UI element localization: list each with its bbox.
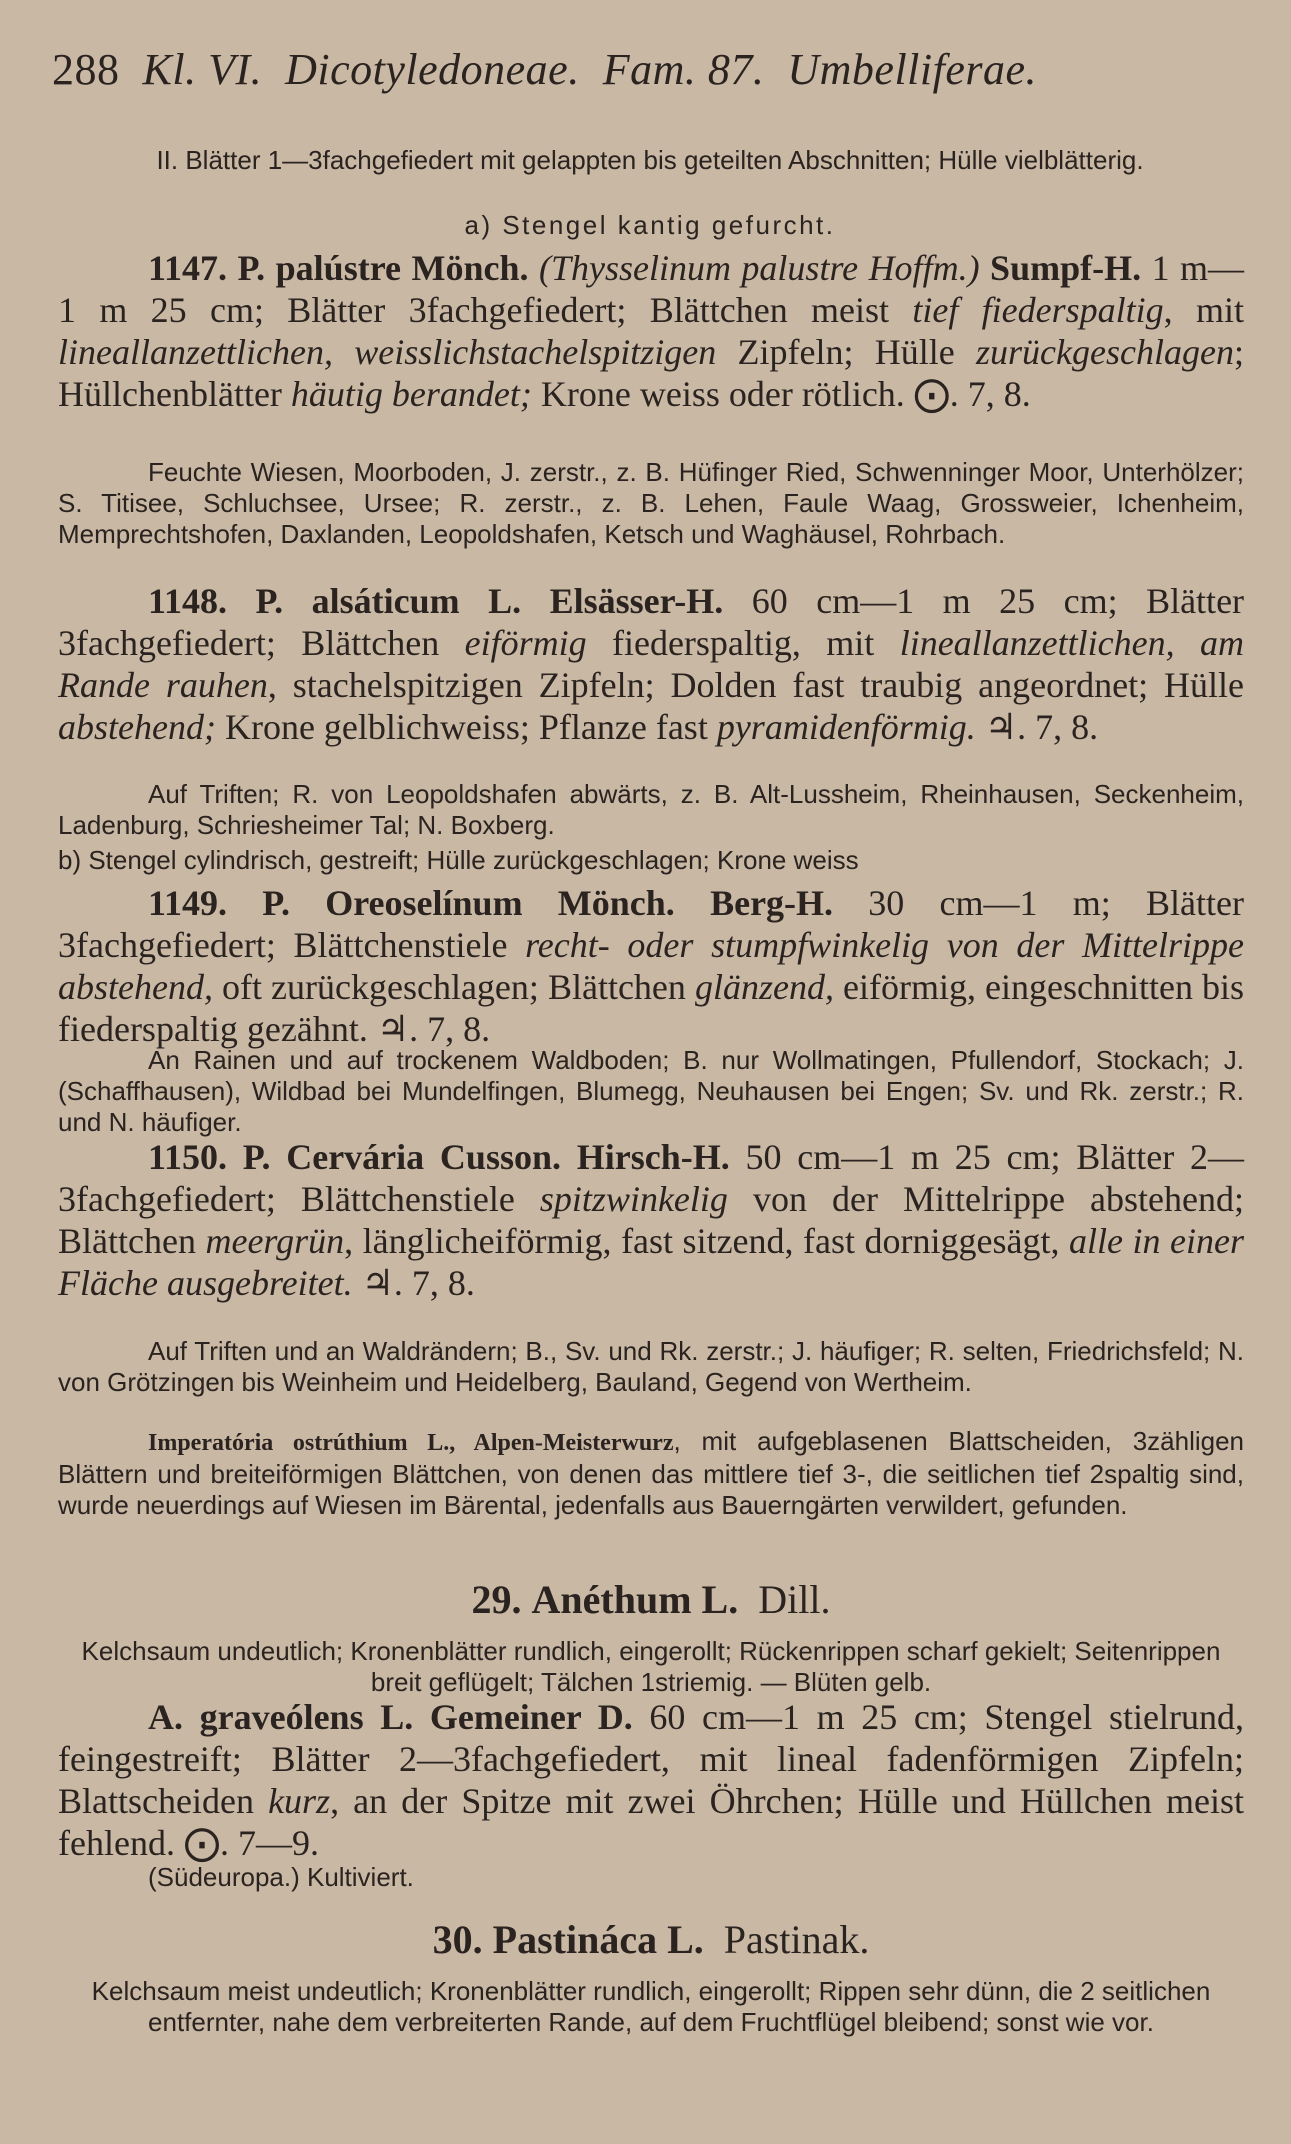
description-italic: spitzwinkelig: [539, 1179, 728, 1219]
locality-text: Auf Triften; R. von Leopoldshafen abwärts, z. B. Alt-Lussheim, Rheinhausen, Seckenheim, Ladenburg, Schriesheimer Tal; N. Boxberg.: [58, 779, 1244, 840]
description-italic: häutig berandet;: [290, 374, 532, 414]
genus-29-heading: [58, 1576, 1244, 1623]
genus-description-text: Kelchsaum meist undeutlich; Kronenblätter rundlich, eingerollt; Rippen sehr dünn, die 2 seitlichen entfernter, nahe dem verbreiterten Rande, auf dem Fruchtflügel bleibend; sonst wie vor.: [91, 1976, 1211, 2037]
description-text: , mit: [1163, 290, 1244, 330]
description-italic: pyramidenförmig.: [716, 707, 976, 747]
description-italic: glänzend,: [694, 967, 834, 1007]
description-text: 1 m—1 m 25 cm; Blätter 3fachgefiedert; Blättchen meist: [58, 248, 1245, 330]
species-name: P. palústre Mönch.: [237, 248, 529, 288]
description-italic: zurückgeschlagen: [976, 332, 1234, 372]
genus-name: Anéthum L.: [531, 1577, 739, 1622]
key-II-text: II. Blätter 1—3fachgefiedert mit gelappten bis geteilten Abschnitten; Hülle vielblätterig.: [156, 145, 1144, 175]
description-text: ♃. 7, 8.: [975, 707, 1099, 747]
key-a: [60, 210, 1240, 241]
genus-vernacular: Pastinak.: [723, 1917, 870, 1962]
locality-1147: [58, 457, 1244, 550]
species-name: P. alsáticum L.: [255, 581, 522, 621]
description-text: eiförmig, eingeschnitten bis fiederspaltig gezähnt. ♃. 7, 8.: [58, 967, 1245, 1049]
header-family-no: Fam. 87.: [602, 45, 765, 94]
species-number: 1148.: [148, 581, 228, 621]
vernacular-name: Elsässer-H.: [549, 581, 724, 621]
description-text: , länglicheiförmig, fast sitzend, fast dorniggesägt,: [344, 1221, 1070, 1261]
genus-number: 29.: [471, 1577, 522, 1622]
locality-1150: [58, 1336, 1244, 1398]
species-1150: [58, 1136, 1244, 1304]
header-klasse: Kl. VI.: [142, 45, 263, 94]
imperatoria-note: [58, 1426, 1244, 1521]
description-text: Zipfeln; Hülle: [716, 332, 977, 372]
locality-text: Feuchte Wiesen, Moorboden, J. zerstr., z. B. Hüfinger Ried, Schwenninger Moor, Unterhölzer; S. Titisee, Schluchsee, Ursee; R. zerstr., z. B. Lehen, Faule Waag, Grossweier, Ichenheim, Memprechtshofen, Daxlanden, Leopoldshafen, Ketsch und Waghäusel, Rohrbach.: [58, 457, 1244, 549]
header-family: Umbelliferae.: [787, 45, 1038, 94]
description-text: 60 cm—1 m 25 cm; Blätter 3fachgefiedert; Blättchen: [58, 581, 1245, 663]
species-name: A. graveólens L.: [148, 1697, 414, 1737]
genus-30-description: [58, 1976, 1244, 2038]
species-number: 1149.: [148, 883, 228, 923]
locality-text: An Rainen und auf trockenem Waldboden; B. nur Wollmatingen, Pfullendorf, Stockach; J. (Schaffhausen), Wildbad bei Mundelfingen, Blumegg, Neuhausen bei Engen; Sv. und Rk. zerstr.; R. und N. häufiger.: [58, 1045, 1244, 1137]
description-italic: lineallanzettlichen, am Rande rauhen: [58, 623, 1245, 705]
genus-29-description: [58, 1636, 1244, 1698]
header-class-name: Dicotyledoneae.: [285, 45, 580, 94]
description-text: 50 cm—1 m 25 cm; Blätter 2—3fachgefiedert; Blättchenstiele: [58, 1137, 1245, 1219]
description-text: von der Mittelrippe abstehend; Blättchen: [58, 1179, 1244, 1261]
running-header: [52, 44, 1252, 95]
genus-30-heading: [58, 1916, 1244, 1963]
key-b-text: b) Stengel cylindrisch, gestreift; Hülle zurückgeschlagen; Krone weiss: [58, 845, 859, 875]
description-italic: abstehend;: [58, 707, 216, 747]
description-text: ; Hüllchenblätter: [58, 332, 1244, 414]
species-1147: [58, 247, 1244, 415]
page-number: 288: [52, 45, 120, 94]
description-text: , stachelspitzigen Zipfeln; Dolden fast traubig angeordnet; Hülle: [267, 665, 1244, 705]
imperatoria-text: , mit aufgeblasenen Blattscheiden, 3zähligen Blättern und breiteiförmigen Blättchen, von denen das mittlere tief 3-, die seitlichen tief 2spaltig sind, wurde neuerdings auf Wiesen im Bärental, jedenfalls aus Bauerngärten verwildert, gefunden.: [58, 1426, 1245, 1520]
description-text: fiederspaltig, mit: [586, 623, 900, 663]
locality-1149: [58, 1045, 1244, 1138]
locality-1148: [58, 779, 1244, 841]
vernacular-name: Sumpf-H.: [990, 248, 1142, 288]
description-italic: meergrün: [205, 1221, 345, 1261]
description-text: Krone weiss oder rötlich. ⨀. 7, 8.: [531, 374, 1031, 414]
key-b: [58, 845, 1258, 876]
species-anethum-graveolens: [58, 1696, 1244, 1864]
locality-text: Auf Triften und an Waldrändern; B., Sv. und Rk. zerstr.; J. häufiger; R. selten, Friedrichsfeld; N. von Grötzingen bis Weinheim und Heidelberg, Bauland, Gegend von Wertheim.: [58, 1336, 1244, 1397]
species-name: P. Cervária Cusson.: [242, 1137, 561, 1177]
genus-description-text: Kelchsaum undeutlich; Kronenblätter rundlich, eingerollt; Rückenrippen scharf gekielt; Seitenrippen breit geflügelt; Tälchen 1striemig. — Blüten gelb.: [81, 1636, 1221, 1697]
description-text: , an der Spitze mit zwei Öhrchen; Hülle und Hüllchen meist fehlend. ⨀. 7—9.: [58, 1781, 1244, 1863]
description-italic: lineallanzettlichen, weisslichstachelspitzigen: [58, 332, 717, 372]
description-italic: kurz: [268, 1781, 331, 1821]
species-name: P. Oreoselínum Mönch.: [262, 883, 675, 923]
key-a-text: a) Stengel kantig gefurcht.: [464, 210, 836, 240]
genus-vernacular: Dill.: [758, 1577, 831, 1622]
description-italic: alle in einer Fläche ausgebreitet.: [58, 1221, 1244, 1303]
key-II: [60, 145, 1240, 176]
description-italic: tief fiederspaltig: [912, 290, 1164, 330]
vernacular-name: Gemeiner D.: [429, 1697, 633, 1737]
genus-number: 30.: [432, 1917, 483, 1962]
description-text: ♃. 7, 8.: [352, 1263, 475, 1303]
imperatoria-name: Imperatória ostrúthium L., Alpen-Meisterwurz: [148, 1430, 674, 1456]
description-text: Krone gelblichweiss; Pflanze fast: [215, 707, 717, 747]
locality-text: (Südeuropa.) Kultiviert.: [148, 1862, 414, 1892]
vernacular-name: Hirsch-H.: [576, 1137, 730, 1177]
description-italic: recht- oder stumpfwinkelig von der Mittelrippe abstehend,: [58, 925, 1244, 1007]
species-synonym: (Thysselinum palustre Hoffm.): [538, 248, 980, 288]
description-text: oft zurückgeschlagen; Blättchen: [212, 967, 695, 1007]
description-text: 30 cm—1 m; Blätter 3fachgefiedert; Blättchenstiele: [58, 883, 1245, 965]
vernacular-name: Berg-H.: [710, 883, 834, 923]
species-number: 1147.: [148, 248, 228, 288]
species-1149: [58, 882, 1244, 1050]
locality-anethum: [148, 1862, 1248, 1893]
species-number: 1150.: [148, 1137, 228, 1177]
description-italic: eiförmig: [464, 623, 587, 663]
description-text: 60 cm—1 m 25 cm; Stengel stielrund, feingestreift; Blätter 2—3fachgefiedert, mit lineal fadenförmigen Zipfeln; Blattscheiden: [58, 1697, 1245, 1821]
species-1148: [58, 580, 1244, 748]
genus-name: Pastináca L.: [492, 1917, 704, 1962]
